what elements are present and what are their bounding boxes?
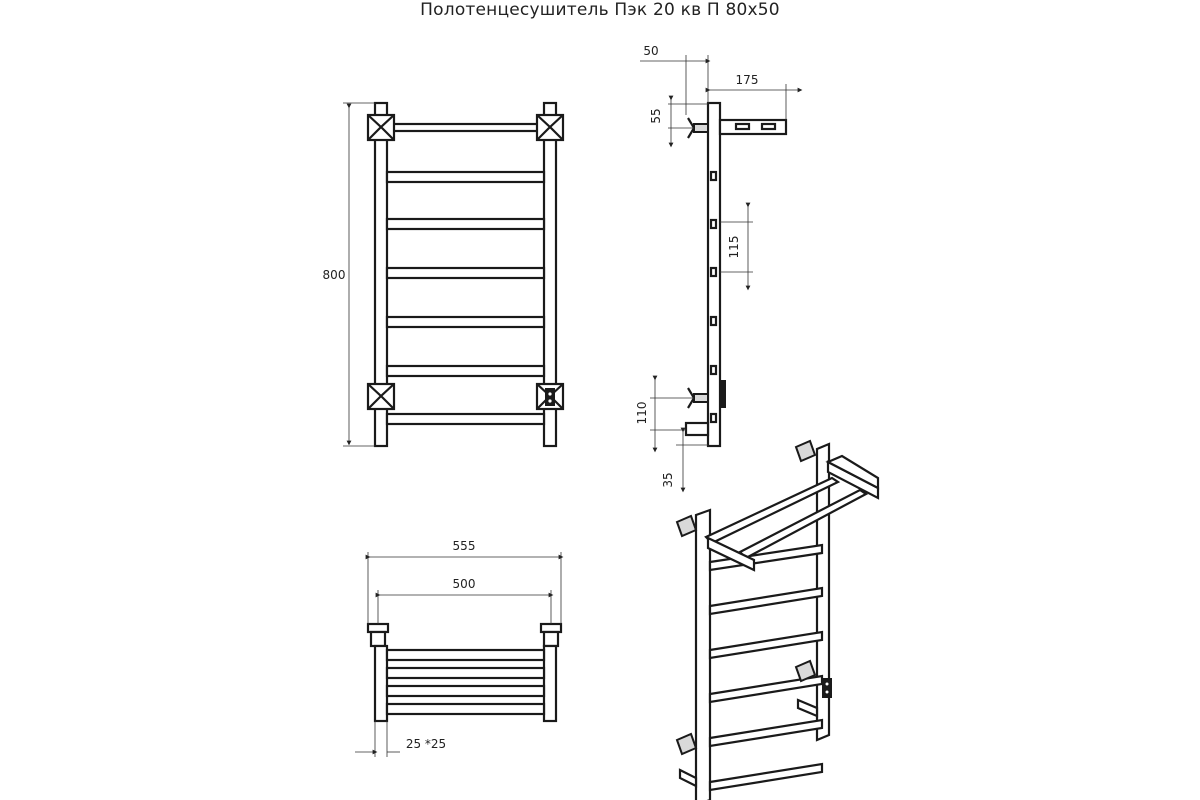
- front-bracket-top-right: [537, 115, 563, 140]
- drawing-title: Полотенцесушитель Пэк 20 кв П 80х50: [420, 0, 780, 20]
- dim-shelf-depth: 175: [735, 73, 759, 87]
- dim-side-offset: 50: [643, 44, 659, 58]
- side-post: [708, 103, 720, 446]
- dim-lower-mount: 110: [635, 401, 649, 425]
- front-top-bar: [387, 124, 544, 131]
- dim-width-outer: 555: [452, 539, 476, 553]
- front-bracket-top-left: [368, 115, 394, 140]
- top-left-post: [375, 646, 387, 721]
- top-right-post: [544, 646, 556, 721]
- front-rungs: [387, 172, 544, 424]
- side-view: [635, 44, 800, 490]
- dim-bottom-offsets: 25 *25: [405, 737, 447, 751]
- dim-height: 800: [322, 268, 346, 282]
- iso-view: [677, 441, 878, 800]
- front-bracket-bottom-right: [537, 384, 563, 409]
- dim-width-inner: 500: [452, 577, 476, 591]
- front-view: [323, 103, 563, 446]
- top-view: [355, 539, 561, 757]
- dim-bottom: 35: [661, 472, 675, 488]
- front-bracket-bottom-left: [368, 384, 394, 409]
- dim-mount-height: 55: [649, 108, 663, 124]
- dim-rung-pitch: 115: [727, 235, 741, 259]
